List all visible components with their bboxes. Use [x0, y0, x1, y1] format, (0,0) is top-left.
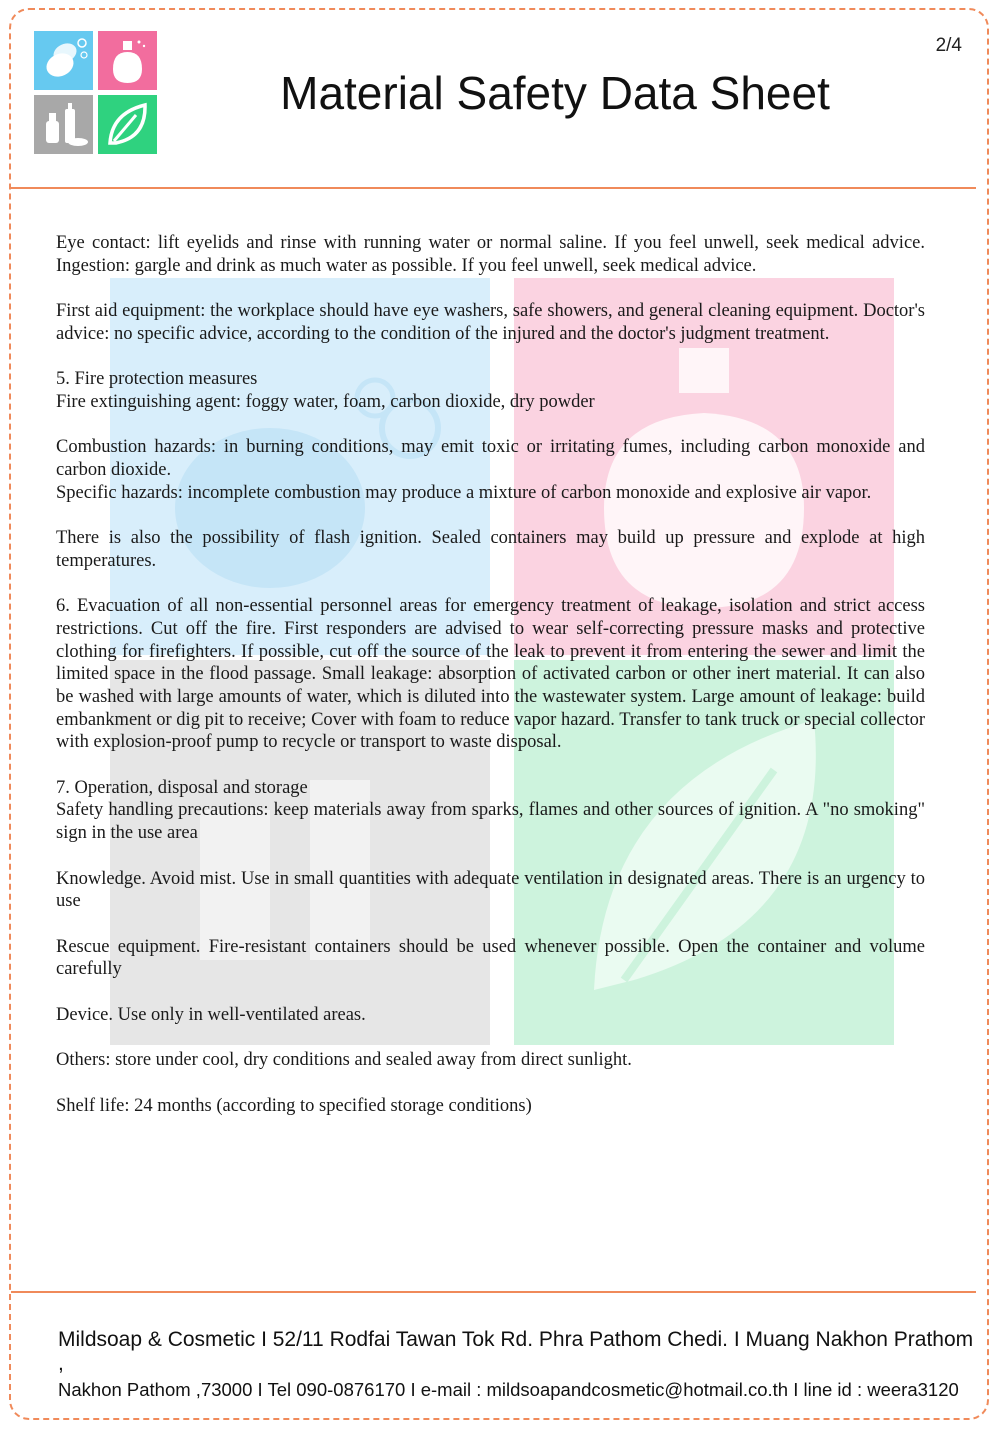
paragraph-combustion-hazards: Combustion hazards: in burning conditions, may emit toxic or irritating fumes, including carbon monoxide and carbon dioxide.	[56, 437, 925, 480]
paragraph-flash-ignition: There is also the possibility of flash ignition. Sealed containers may build up pressure and explode at high temperatures.	[56, 528, 925, 571]
leaf-icon	[98, 95, 157, 154]
paragraph-rescue-equipment: Rescue equipment. Fire-resistant containers should be used whenever possible. Open the container and volume carefully	[56, 936, 925, 980]
footer-contact: Nakhon Pathom ,73000 I Tel 090-0876170 I e-mail : mildsoapandcosmetic@hotmail.co.th I line id : weera3120	[58, 1379, 959, 1400]
document-title: Material Safety Data Sheet	[280, 67, 830, 119]
paragraph-others: Others: store under cool, dry conditions and sealed away from direct sunlight.	[56, 1050, 632, 1071]
soap-icon	[34, 31, 93, 90]
paragraph-knowledge: Knowledge. Avoid mist. Use in small quantities with adequate ventilation in designated areas. There is an urgency to use	[56, 868, 925, 912]
paragraph-shelf-life: Shelf life: 24 months (according to specified storage conditions)	[56, 1095, 532, 1116]
paragraph-safety-handling: Safety handling precautions: keep materials away from sparks, flames and other sources of ignition. A "no smoking" sign in the use area	[56, 800, 925, 844]
paragraph-extinguishing-agent: Fire extinguishing agent: foggy water, foam, carbon dioxide, dry powder	[56, 391, 595, 412]
section-7-heading: 7. Operation, disposal and storage	[56, 777, 308, 798]
header-divider	[11, 187, 976, 189]
document-body	[56, 232, 925, 1140]
company-logo	[34, 31, 158, 155]
footer-divider	[11, 1291, 976, 1293]
cosmetics-icon	[34, 95, 93, 154]
page-number: 2/4	[935, 35, 962, 56]
paragraph-specific-hazards: Specific hazards: incomplete combustion may produce a mixture of carbon monoxide and explosive air vapor.	[56, 482, 872, 503]
bottle-icon	[98, 31, 157, 90]
section-6-evacuation: 6. Evacuation of all non-essential personnel areas for emergency treatment of leakage, isolation and strict access restrictions. Cut off the fire. First responders are advised to wear self-correcting pressure masks and protective clothing for firefighters. If possible, cut off the source of the leak to prevent it from entering the sewer and limit the limited space in the flood passage. Small leakage: absorption of activated carbon or other inert material. It can also be washed with large amounts of water, which is diluted into the wastewater system. Large amount of leakage: build embankment or dig pit to receive; Cover with foam to reduce vapor hazard. Transfer to tank truck or special collector with explosion-proof pump to recycle or transport to waste disposal.	[56, 596, 925, 753]
paragraph-first-aid-equipment: First aid equipment: the workplace should have eye washers, safe showers, and general cleaning equipment. Doctor's advice: no specific advice, according to the condition of the injured and the doctor's judgment treatment.	[56, 301, 925, 344]
paragraph-device: Device. Use only in well-ventilated areas.	[56, 1004, 366, 1025]
footer-address: Mildsoap & Cosmetic I 52/11 Rodfai Tawan Tok Rd. Phra Pathom Chedi. I Muang Nakhon Prathom ,	[58, 1328, 974, 1375]
section-5-heading: 5. Fire protection measures	[56, 369, 258, 390]
paragraph-eye-contact: Eye contact: lift eyelids and rinse with running water or normal saline. If you feel unwell, seek medical advice. Ingestion: gargle and drink as much water as possible. If you feel unwell, seek medical advice.	[56, 233, 925, 276]
